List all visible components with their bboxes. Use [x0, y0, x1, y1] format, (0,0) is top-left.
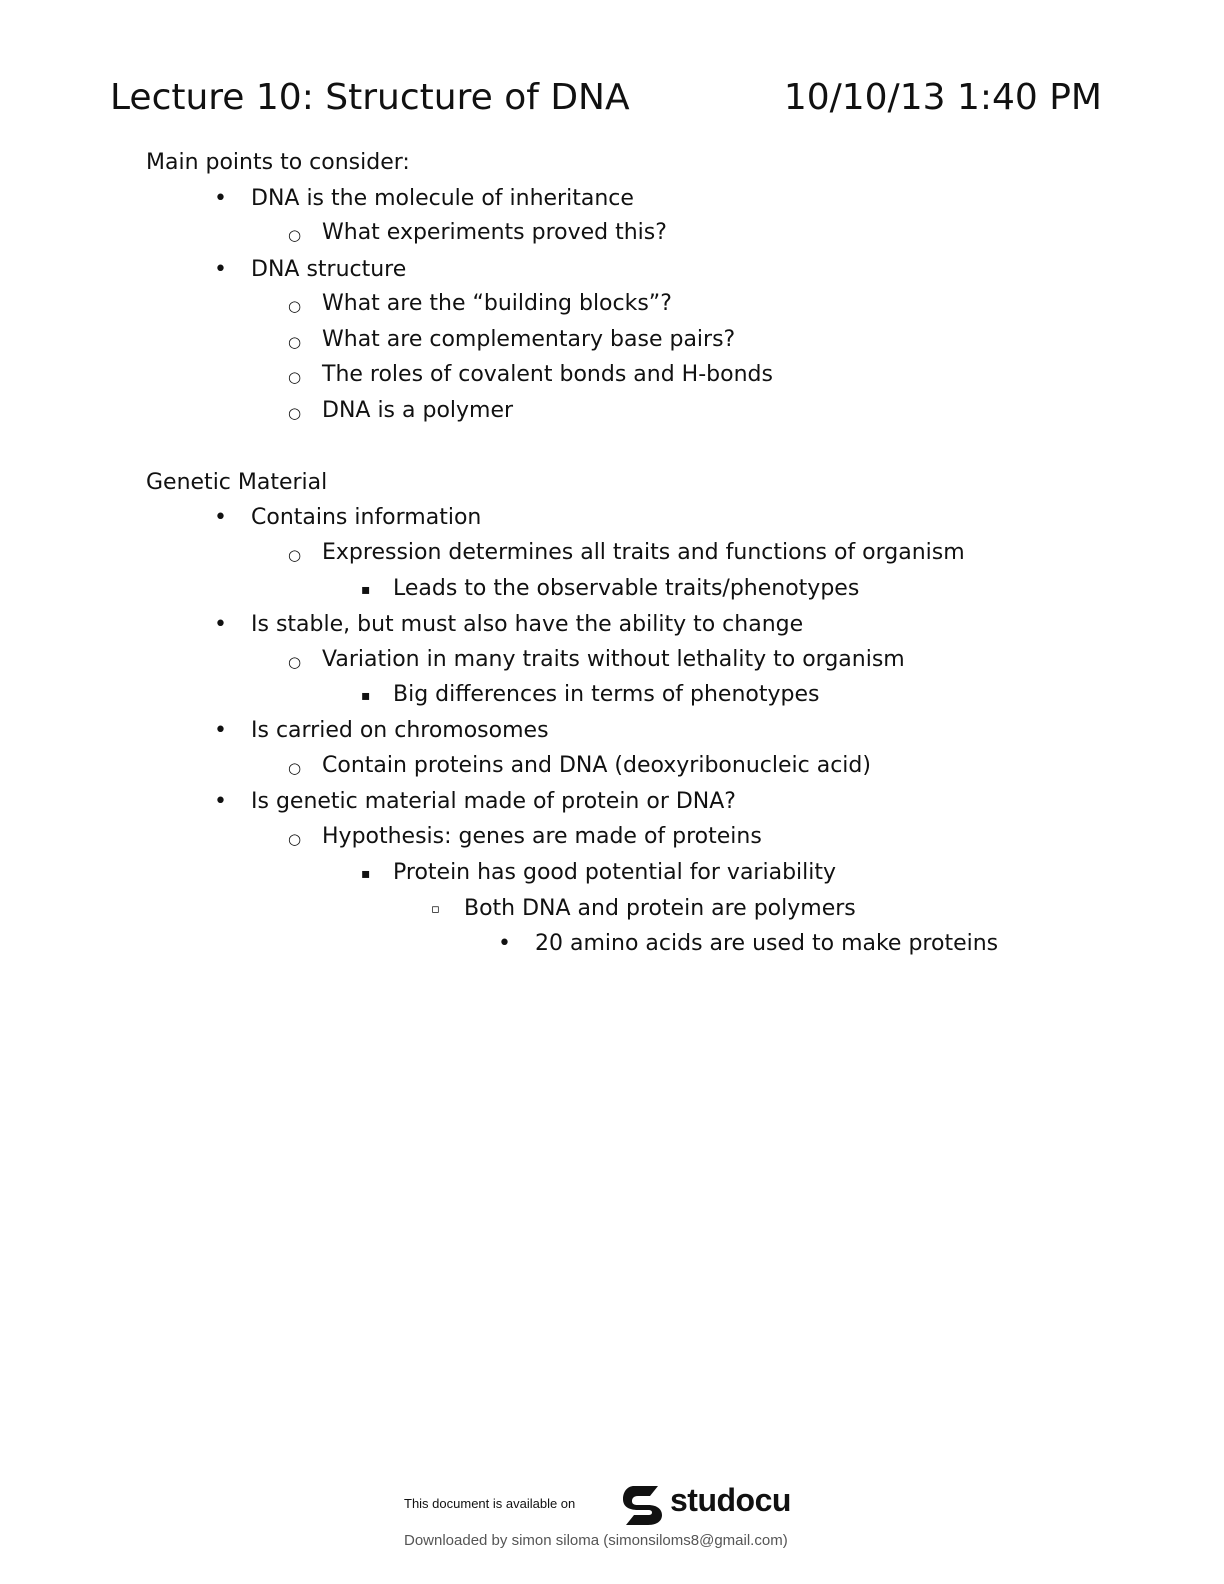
- list-item: Is stable, but must also have the ability to change: [251, 612, 804, 637]
- list-item: Hypothesis: genes are made of proteins: [322, 824, 762, 849]
- list-item: Is carried on chromosomes: [251, 718, 549, 743]
- bullet-icon: •: [214, 612, 227, 637]
- list-item: What are complementary base pairs?: [322, 327, 736, 352]
- list-item: Contains information: [251, 505, 482, 530]
- list-item: What are the “building blocks”?: [322, 291, 672, 316]
- list-item: The roles of covalent bonds and H-bonds: [322, 362, 773, 387]
- footer-available-text: This document is available on: [404, 1496, 576, 1511]
- circle-bullet-icon: ○: [288, 368, 302, 386]
- circle-bullet-icon: ○: [288, 297, 302, 315]
- hollow-square-bullet-icon: ▫: [431, 902, 440, 917]
- circle-bullet-icon: ○: [288, 333, 302, 351]
- list-item: DNA is a polymer: [322, 398, 514, 423]
- bullet-icon: •: [498, 931, 511, 956]
- page-timestamp: 10/10/13 1:40 PM: [783, 77, 1102, 118]
- circle-bullet-icon: ○: [288, 653, 302, 671]
- list-item: Contain proteins and DNA (deoxyribonucleic acid): [322, 753, 871, 778]
- list-item: DNA structure: [251, 257, 407, 282]
- studocu-logo-icon: [620, 1482, 666, 1526]
- downloaded-by-text: Downloaded by simon siloma (simonsiloms8@gmail.com): [404, 1532, 788, 1549]
- bullet-icon: •: [214, 257, 227, 282]
- list-item: Expression determines all traits and functions of organism: [322, 540, 965, 565]
- circle-bullet-icon: ○: [288, 404, 302, 422]
- section-heading: Main points to consider:: [146, 150, 410, 175]
- bullet-icon: •: [214, 718, 227, 743]
- list-item: Big differences in terms of phenotypes: [393, 682, 820, 707]
- bullet-icon: •: [214, 789, 227, 814]
- bullet-icon: •: [214, 186, 227, 211]
- list-item: What experiments proved this?: [322, 220, 667, 245]
- list-item: Leads to the observable traits/phenotypes: [393, 576, 860, 601]
- page-title: Lecture 10: Structure of DNA: [110, 77, 630, 118]
- list-item: 20 amino acids are used to make proteins: [535, 931, 999, 956]
- square-bullet-icon: ▪: [361, 866, 371, 882]
- square-bullet-icon: ▪: [361, 688, 371, 704]
- list-item: Protein has good potential for variability: [393, 860, 837, 885]
- square-bullet-icon: ▪: [361, 582, 371, 598]
- studocu-brand: studocu: [670, 1482, 791, 1518]
- bullet-icon: •: [214, 505, 227, 530]
- circle-bullet-icon: ○: [288, 546, 302, 564]
- circle-bullet-icon: ○: [288, 226, 302, 244]
- list-item: Variation in many traits without lethality to organism: [322, 647, 905, 672]
- section-heading: Genetic Material: [146, 470, 328, 495]
- list-item: Both DNA and protein are polymers: [464, 896, 856, 921]
- list-item: DNA is the molecule of inheritance: [251, 186, 634, 211]
- list-item: Is genetic material made of protein or DNA?: [251, 789, 736, 814]
- circle-bullet-icon: ○: [288, 830, 302, 848]
- circle-bullet-icon: ○: [288, 759, 302, 777]
